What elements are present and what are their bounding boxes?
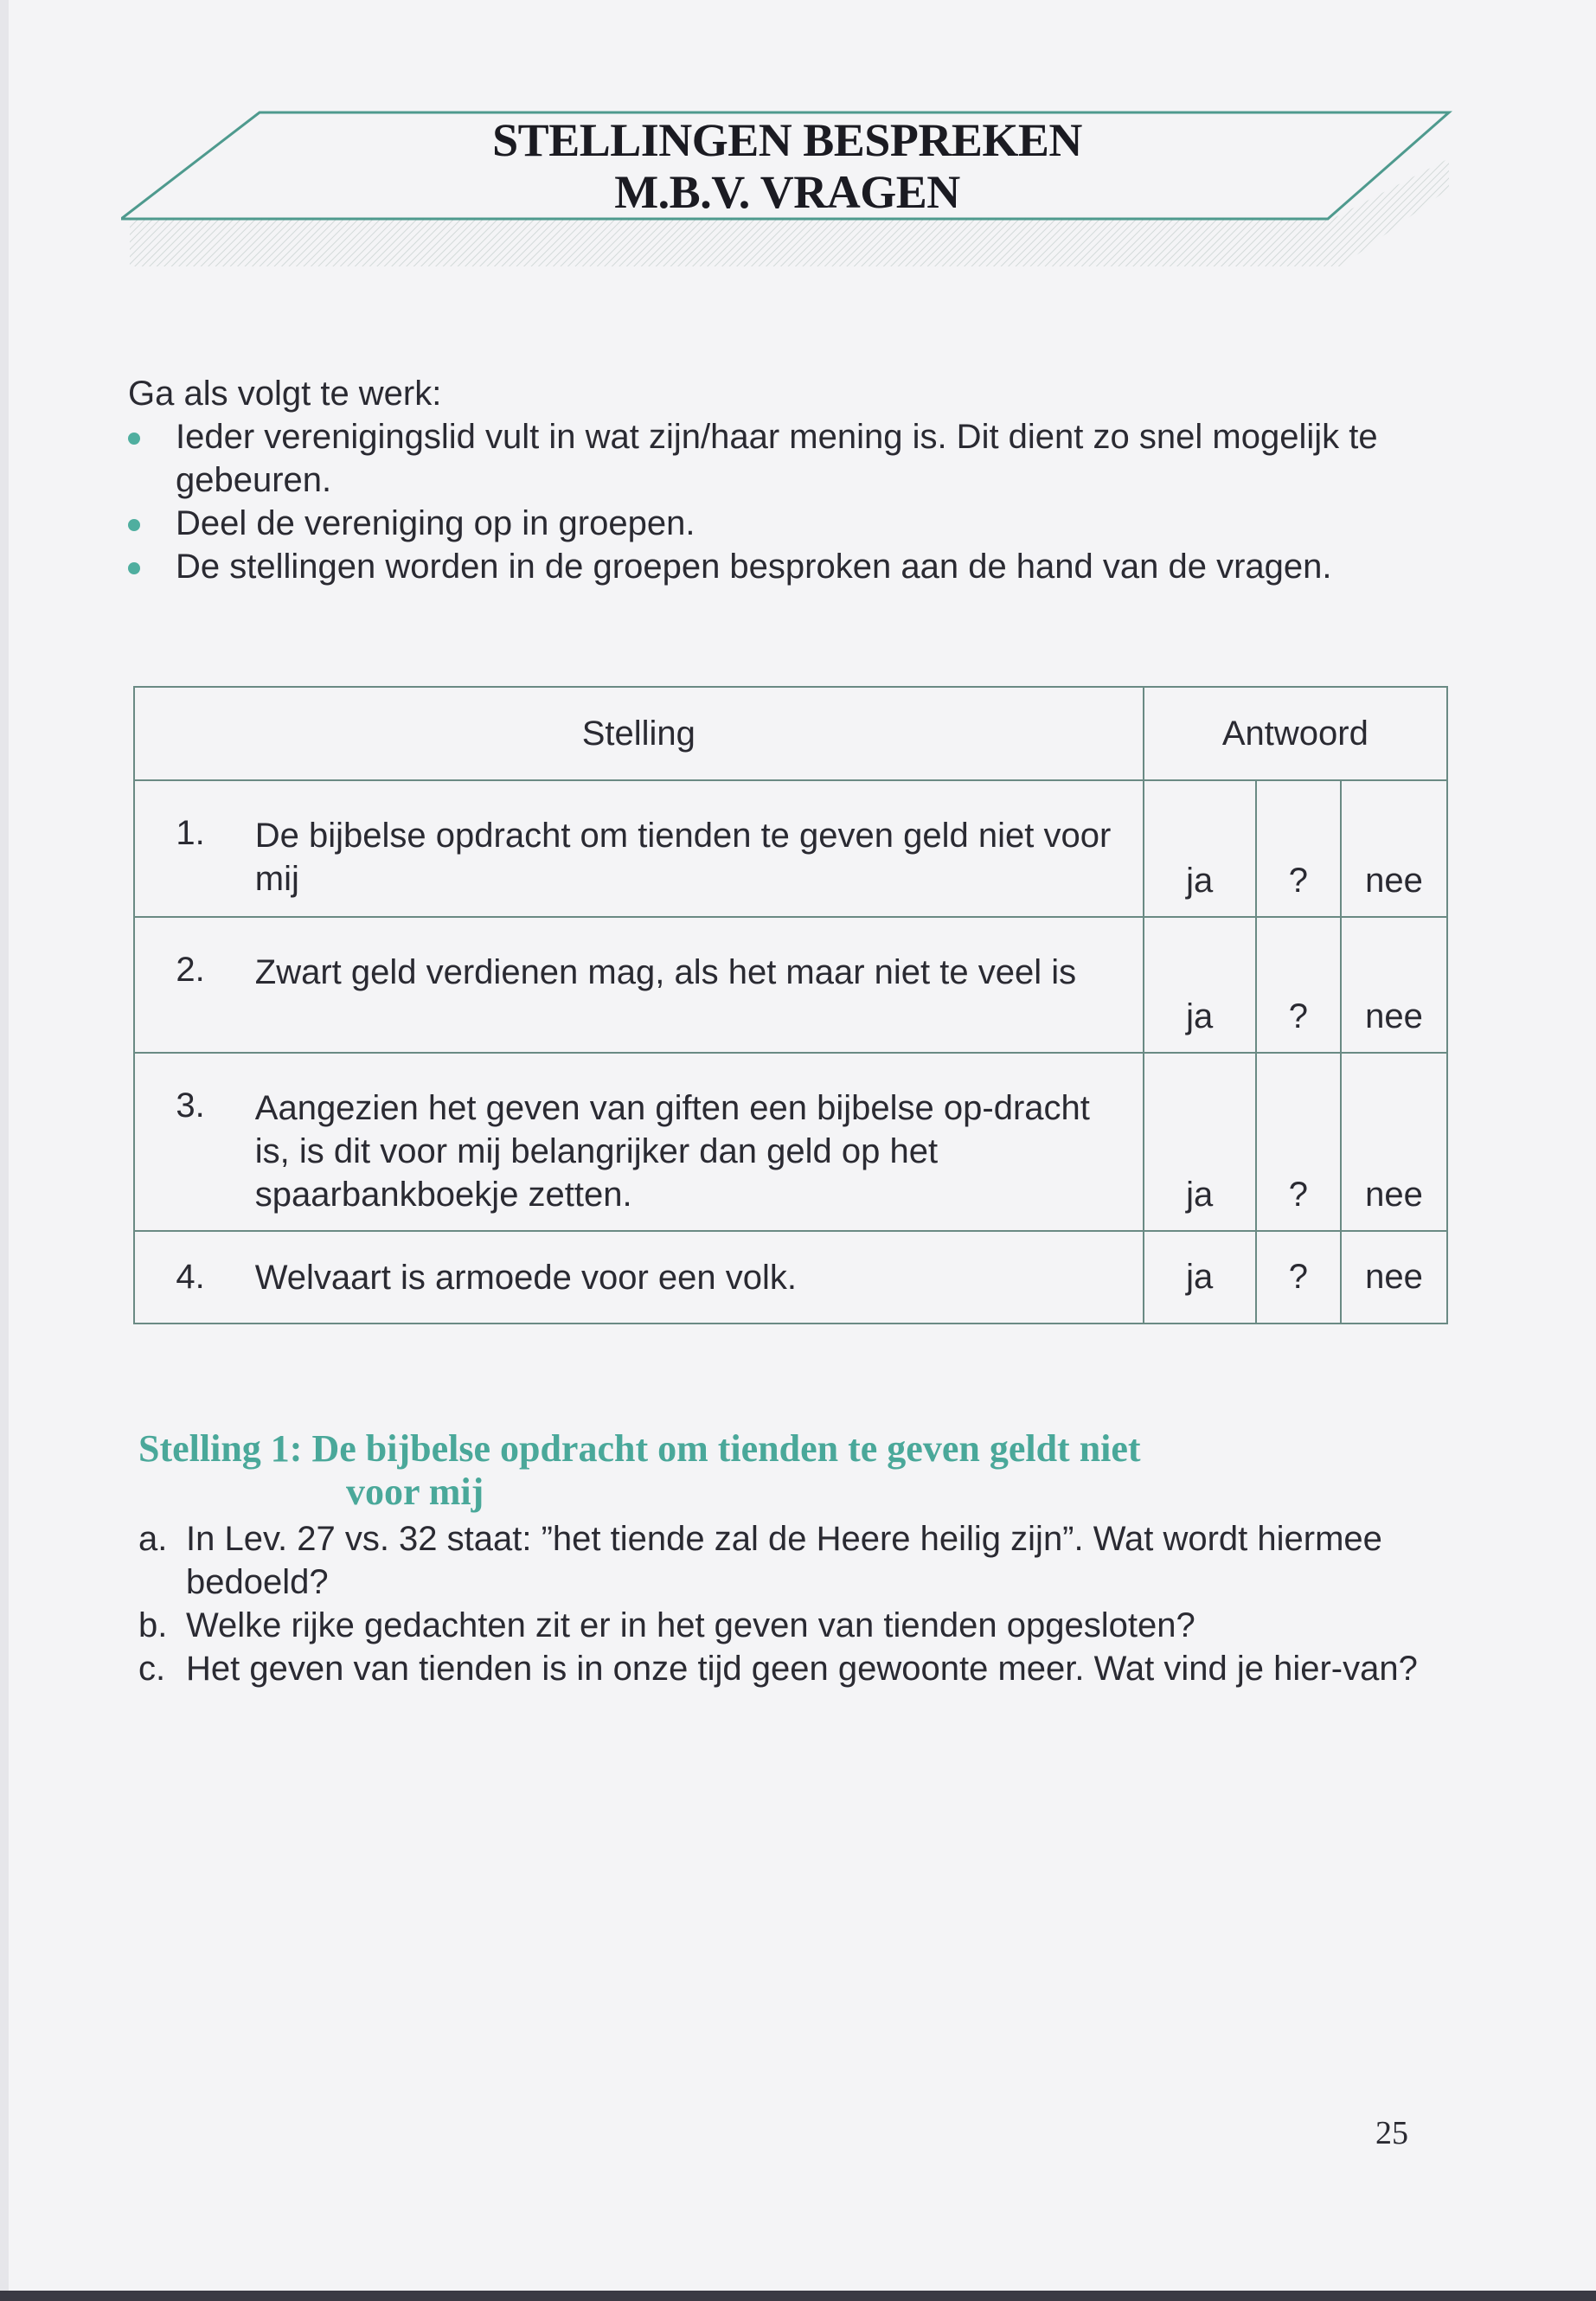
answer-no[interactable]: nee	[1341, 1053, 1447, 1231]
answer-unsure[interactable]: ?	[1256, 917, 1341, 1053]
instruction-item	[128, 415, 1460, 502]
statement-text: De bijbelse opdracht om tienden te geven geld niet voor mij	[231, 780, 1144, 917]
header-answer: Antwoord	[1144, 687, 1447, 780]
statement-number: 2.	[134, 917, 231, 1053]
answer-no[interactable]: nee	[1341, 780, 1447, 917]
question-text: Het geven van tienden is in onze tijd geen gewoonte meer. Wat vind je hier-van?	[186, 1650, 1418, 1688]
title-line-1: STELLINGEN BESPREKEN	[492, 114, 1082, 166]
statement-number: 1.	[134, 780, 231, 917]
instruction-item	[128, 545, 1460, 588]
table-row	[134, 1053, 1447, 1231]
question-letter: c.	[138, 1650, 166, 1688]
title-banner	[121, 111, 1453, 275]
instruction-list	[128, 415, 1460, 588]
answer-no[interactable]: nee	[1341, 1231, 1447, 1324]
question-letter: a.	[138, 1520, 168, 1558]
question-item	[138, 1647, 1453, 1690]
answer-unsure[interactable]: ?	[1256, 1053, 1341, 1231]
statement-number: 3.	[134, 1053, 231, 1231]
answer-yes[interactable]: ja	[1144, 1053, 1256, 1231]
instruction-text: Deel de vereniging op in groepen.	[176, 504, 695, 542]
answer-no[interactable]: nee	[1341, 917, 1447, 1053]
page-edge	[0, 0, 9, 2301]
question-list	[138, 1517, 1453, 1690]
heading-line-1: Stelling 1: De bijbelse opdracht om tienden te geven geldt niet	[138, 1427, 1141, 1470]
table-row	[134, 917, 1447, 1053]
answer-yes[interactable]: ja	[1144, 1231, 1256, 1324]
discussion-section	[138, 1427, 1453, 1690]
bullet-dot-icon	[128, 562, 140, 574]
instruction-item	[128, 502, 1460, 545]
answer-yes[interactable]: ja	[1144, 917, 1256, 1053]
bullet-dot-icon	[128, 519, 140, 531]
page-number: 25	[1375, 2115, 1408, 2151]
statement-number: 4.	[134, 1231, 231, 1324]
question-item	[138, 1604, 1453, 1647]
bullet-dot-icon	[128, 433, 140, 445]
section-heading	[138, 1427, 1453, 1514]
table-header-row	[134, 687, 1447, 780]
statement-text: Zwart geld verdienen mag, als het maar niet te veel is	[231, 917, 1144, 1053]
question-text: Welke rijke gedachten zit er in het geven van tienden opgesloten?	[186, 1606, 1195, 1644]
heading-line-2: voor mij	[346, 1471, 484, 1513]
question-letter: b.	[138, 1606, 168, 1644]
table-row	[134, 1231, 1447, 1324]
instruction-text: Ieder verenigingslid vult in wat zijn/haar mening is. Dit dient zo snel mogelijk te gebeuren.	[176, 418, 1378, 499]
statements-table	[133, 686, 1448, 1324]
intro-lead: Ga als volgt te werk:	[128, 375, 442, 413]
page-title	[121, 114, 1453, 218]
answer-unsure[interactable]: ?	[1256, 780, 1341, 917]
scan-edge	[0, 2291, 1596, 2301]
intro	[128, 372, 1460, 588]
table-row	[134, 780, 1447, 917]
header-statement: Stelling	[134, 687, 1144, 780]
answer-yes[interactable]: ja	[1144, 780, 1256, 917]
question-text: In Lev. 27 vs. 32 staat: ”het tiende zal de Heere heilig zijn”. Wat wordt hiermee bedoeld?	[186, 1520, 1382, 1601]
question-item	[138, 1517, 1453, 1604]
statement-text: Welvaart is armoede voor een volk.	[231, 1231, 1144, 1324]
title-line-2: M.B.V. VRAGEN	[614, 166, 960, 218]
instruction-text: De stellingen worden in de groepen besproken aan de hand van de vragen.	[176, 548, 1332, 586]
statement-text: Aangezien het geven van giften een bijbelse op-dracht is, is dit voor mij belangrijker dan geld op het spaarbankboekje zetten.	[231, 1053, 1144, 1231]
answer-unsure[interactable]: ?	[1256, 1231, 1341, 1324]
